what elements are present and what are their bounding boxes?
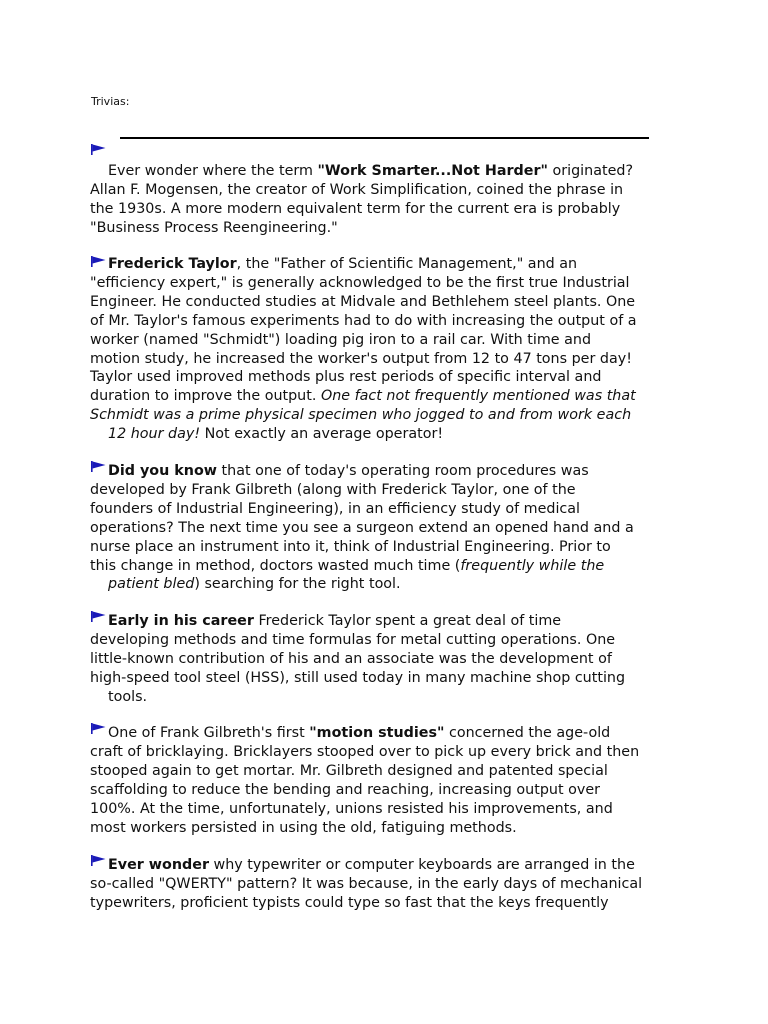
text-line: 100%. At the time, unfortunately, unions resisted his improvements, and <box>90 800 613 817</box>
text-line: Allan F. Mogensen, the creator of Work Simplification, coined the phrase in <box>90 181 624 198</box>
text-span: ) searching for the right tool. <box>194 576 401 593</box>
text-line: nurse place an instrument into it, think of Industrial Engineering. Prior to <box>90 538 611 555</box>
text-line: "efficiency expert," is generally acknowledged to be the first true Industrial <box>90 274 630 291</box>
trivia-paragraph-3 <box>90 462 690 594</box>
italic-span: patient bled <box>108 576 195 593</box>
text-span: originated? <box>547 163 634 179</box>
emphasis-term: Frederick Taylor <box>108 256 237 272</box>
text-line: craft of bricklaying. Bricklayers stooped over to pick up every brick and then <box>90 743 640 760</box>
trivia-paragraph-2 <box>90 255 690 444</box>
text-span: One of Frank Gilbreth's first <box>108 725 310 741</box>
emphasis-term: Ever wonder <box>108 857 209 873</box>
text-line: most workers persisted in using the old, fatiguing methods. <box>90 819 517 836</box>
italic-span: One fact not frequently mentioned was that <box>320 388 636 405</box>
text-line: Taylor used improved methods plus rest periods of specific interval and <box>90 369 602 386</box>
text-span: that one of today's operating room procedures was <box>217 463 589 479</box>
text-line: so-called "QWERTY" pattern? It was because, in the early days of mechanical <box>90 875 643 892</box>
emphasis-term: Early in his career <box>108 613 254 629</box>
text-line: tools. <box>108 688 148 705</box>
text-span: this change in method, doctors wasted much time ( <box>90 557 461 574</box>
text-line: typewriters, proficient typists could type so fast that the keys frequently <box>90 894 609 911</box>
text-span: duration to improve the output. <box>90 388 321 405</box>
text-span: , the "Father of Scientific Management," and an <box>236 256 578 272</box>
text-line: high-speed tool steel (HSS), still used today in many machine shop cutting <box>90 669 626 686</box>
text-line: operations? The next time you see a surgeon extend an opened hand and a <box>90 519 634 536</box>
italic-span: frequently while the <box>460 557 605 574</box>
trivia-paragraph-4 <box>90 612 690 707</box>
emphasis-term: "Work Smarter...Not Harder" <box>317 163 548 179</box>
text-line: "Business Process Reengineering." <box>90 219 338 236</box>
text-span: Ever wonder where the term <box>108 163 318 179</box>
text-line: founders of Industrial Engineering), in an efficiency study of medical <box>90 500 581 517</box>
pennant-flag-icon <box>91 144 106 155</box>
emphasis-term: Did you know <box>108 463 217 479</box>
italic-span: 12 hour day! <box>108 426 201 443</box>
page-heading: Trivias: <box>91 95 130 108</box>
text-span: why typewriter or computer keyboards are arranged in the <box>209 857 635 873</box>
horizontal-rule <box>120 137 649 139</box>
italic-span: Schmidt was a prime physical specimen who jogged to and from work each <box>90 407 632 424</box>
trivia-paragraph-6 <box>90 856 690 913</box>
text-line: the 1930s. A more modern equivalent term for the current era is probably <box>90 200 621 217</box>
trivia-paragraph-5 <box>90 724 690 837</box>
trivia-paragraph-1 <box>90 162 690 238</box>
text-line: motion study, he increased the worker's output from 12 to 47 tons per day! <box>90 350 632 367</box>
text-span: Not exactly an average operator! <box>200 426 444 443</box>
text-line: scaffolding to reduce the bending and reaching, increasing output over <box>90 781 601 798</box>
text-line: stooped again to get mortar. Mr. Gilbreth designed and patented special <box>90 762 608 779</box>
emphasis-term: "motion studies" <box>309 725 445 741</box>
text-line: developed by Frank Gilbreth (along with Frederick Taylor, one of the <box>90 481 576 498</box>
text-line: little-known contribution of his and an associate was the development of <box>90 650 612 667</box>
text-span: Frederick Taylor spent a great deal of time <box>253 613 562 629</box>
text-line: of Mr. Taylor's famous experiments had to do with increasing the output of a <box>90 312 637 329</box>
text-line: worker (named "Schmidt") loading pig iron to a rail car. With time and <box>90 331 592 348</box>
text-span: concerned the age-old <box>444 725 611 741</box>
text-line: developing methods and time formulas for metal cutting operations. One <box>90 631 616 648</box>
text-line: Engineer. He conducted studies at Midvale and Bethlehem steel plants. One <box>90 293 636 310</box>
